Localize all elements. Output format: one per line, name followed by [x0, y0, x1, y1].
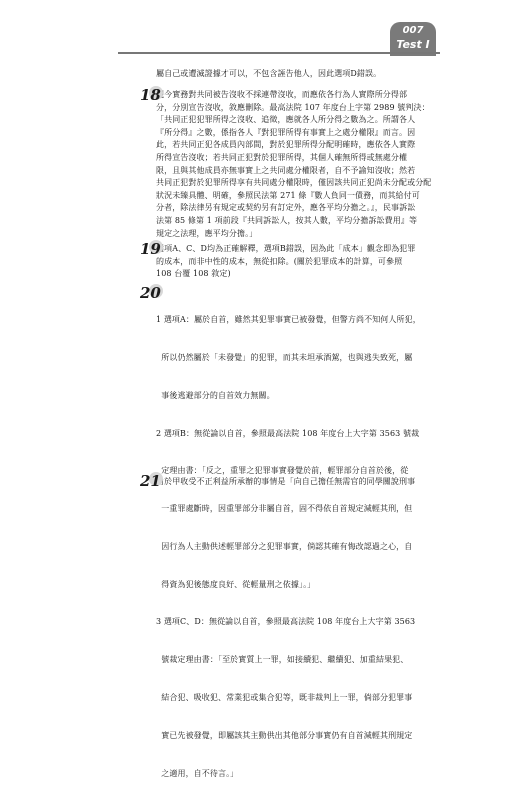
answer-line: 此，若共同正犯各成員內部間，對於犯罪所得分配明確時，應依各人實際 — [156, 140, 416, 150]
answer-line: 分者，除法律另有規定或契約另有訂定外，應各平均分擔之。』，民事訴訟 — [156, 203, 416, 213]
answer-18 — [156, 89, 446, 240]
intro-line: 屬自己或遭滅證據才可以，不包含誣告他人，因此選項D錯誤。 — [156, 69, 382, 78]
answer-line: 實已先被發覺，即屬該其主動供出其他部分事實仍有自首減輕其刑規定 — [156, 730, 413, 740]
answer-line: 由於甲收受不正利益所承辦的事情是「向自己擔任無需官的同學關說刑事 — [156, 477, 416, 486]
answer-line: 選項A、C、D均為正確解釋，選項B錯誤，因為此「成本」觀念即為犯罪 — [156, 244, 416, 253]
answer-line: 結合犯、吸收犯、常業犯或集合犯等，既非裁判上一罪，倘部分犯罪事 — [156, 693, 413, 702]
answer-line: 號裁定理由書：「至於實質上一罪，如接續犯、繼續犯、加重結果犯、 — [156, 655, 409, 665]
answer-line: 事後逃避部分的自首效力無關。 — [156, 390, 275, 400]
answer-20 — [156, 289, 448, 793]
answer-line: 「共同正犯犯罪所得之沒收、追徵，應就各人所分得之數為之。所謂各人 — [156, 115, 416, 125]
answer-line: 因行為人主動供述輕罪部分之犯罪事實，倘認其確有悔改認過之心，自 — [156, 541, 413, 551]
answer-line: 所得宣告沒收；若共同正犯對於犯罪所得，其個人確無所得或無處分權 — [156, 152, 408, 162]
answer-line: 定理由書：「反之，重罪之犯罪事實發覺於前，輕罪部分自首於後，從 — [156, 466, 409, 476]
answer-line: 分，分別宣告沒收，敘應刪除。最高法院 107 年度台上字第 2989 號判決： — [156, 102, 430, 112]
answer-line: 所以仍然屬於「未發覺」的犯罪，而其未坦承酒駕，也與逃失致死，屬 — [156, 352, 413, 362]
section-label: Test I — [396, 38, 430, 51]
answer-line: 一重罪處斷時，因重罪部分非屬自首，固不得依自首規定減輕其刑，但 — [156, 504, 413, 514]
answer-line: 之適用，自不待言。」 — [156, 768, 239, 778]
question-number-19: 19 — [140, 240, 161, 258]
answer-line: 共同正犯對於犯罪所得享有共同處分權限時，僅因該共同正犯尚未分配或分配 — [156, 178, 432, 188]
answer-line: 規今實務對共同被告沒收不採連帶沒收，而應依各行為人實際所分得部 — [156, 90, 408, 99]
question-number-20: 20 — [140, 284, 161, 302]
answer-line: 狀況未臻具體、明確，參照民法第 271 條『數人負同一債務，而其給付可 — [156, 190, 420, 200]
header-rule — [118, 52, 440, 54]
answer-line: 的成本，而非中性的成本，無從扣除。(關於犯罪成本的計算，可參照 — [156, 256, 403, 266]
answer-21 — [156, 476, 448, 489]
answer-line: 限，且與其他成員亦無事實上之共同處分權限者，自不予諭知沒收；然若 — [156, 165, 416, 175]
answer-line: 法第 85 條第 1 項前段『共同訴訟人，按其人數，平均分擔訴訟費用』等 — [156, 215, 418, 225]
answer-line: 2 選項B：無從論以自首，參照最高法院 108 年度台上大字第 3563 號裁 — [156, 428, 420, 438]
answer-line: 『所分得』之數，係指各人『對犯罪所得有事實上之處分權限』而言。因 — [156, 127, 416, 137]
question-number-21: 21 — [140, 472, 161, 490]
answer-line: 得資為犯後態度良好、從輕量刑之依據」。」 — [156, 579, 316, 589]
answer-19 — [156, 243, 446, 281]
answer-line: 108 台覆 108 敘定) — [156, 269, 231, 279]
answer-line: 1 選項A：屬於自首，雖然其犯罪事實已被發覺，但警方尚不知何人所犯， — [156, 315, 421, 325]
question-number-18: 18 — [140, 86, 161, 104]
answer-line: 3 選項C、D：無從論以自首，參照最高法院 108 年度台上大字第 3563 — [156, 617, 416, 627]
page-number: 007 — [402, 25, 424, 36]
answer-line: 規定之法理，應平均分擔。」 — [156, 228, 258, 238]
page-number-tab — [390, 22, 436, 56]
